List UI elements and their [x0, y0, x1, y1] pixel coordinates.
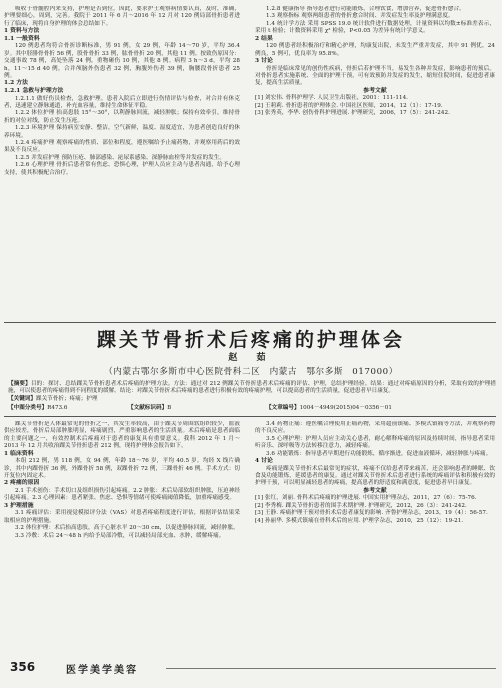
page-number: 356 — [10, 660, 36, 674]
clc-label: 【中图分类号】 — [8, 405, 48, 411]
reference-item: [2] 王莉莉. 骨折患者的护理体会. 中国社区医师，2014，12（1）：17-19. — [255, 102, 443, 109]
body-paragraph: 本组 212 例，男 118 例，女 94 例，年龄 18～76 岁，平均 40.5 岁。均经 X 线片确诊，其中内踝骨折 36 例，外踝骨折 58 例，双踝骨折 72 例，三踝骨折 46 例。手术方式：切开复位内固定术。 — [4, 458, 240, 480]
section-heading: 3 护理措施 — [4, 502, 34, 509]
body-paragraph: 1.2.2 体位护理 抬高患肢 15°～30°，以利静脉回流，减轻肿胀；保持有效牵引，维持骨折的对位对线，防止发生压疮。 — [4, 110, 240, 124]
body-paragraph: 疼痛是踝关节骨折术后最常见的症状，疼痛不仅给患者带来痛苦，还会影响患者的睡眠、饮食及功能锻炼，延缓患者的康复。通过对踝关节骨折术后患者进行系统的疼痛评估和积极有效的护理干预，可以明显减轻患者的疼痛，提高患者的舒适度和满意度，促进患者早日康复。 — [255, 465, 495, 487]
article-authors: 赵 茹 — [228, 353, 274, 363]
section-heading: 1 资料与方法 — [4, 28, 40, 35]
previous-article-right-column — [255, 6, 495, 118]
body-paragraph: 120 例患者经积极治疗和精心护理，均康复出院，未发生严重并发症，其中 91 例优，24 例良，5 例可，优良率为 95.8%。 — [255, 43, 495, 57]
section-heading: 参考文献 — [363, 87, 387, 94]
reference-item: [1] 刘宏伟. 骨科护理学. 人民卫生出版社，2001：111-114. — [255, 95, 409, 102]
section-heading: 参考文献 — [363, 487, 387, 494]
section-heading: 1.2.1 急救与护理方法 — [4, 88, 64, 95]
section-heading: 1.2 方法 — [4, 80, 28, 87]
body-paragraph: 1.4 统计学方法 采用 SPSS 19.0 统计软件进行数据处理，计量资料以均数±标准差表示，采用 t 检验；计数资料采用 χ² 检验，P<0.05 为差异有统计学意义。 — [255, 20, 495, 35]
body-paragraph: 1.2.5 并发症护理 预防压疮、肺部感染、泌尿系感染、深静脉血栓等并发症的发生。 — [15, 154, 226, 161]
reference-item: [1] 张红，刘丽. 骨科术后疼痛的护理进展. 中国实用护理杂志，2011，27（6）：75-76. — [255, 495, 477, 502]
article-header — [0, 328, 502, 378]
body-paragraph: 骨折是临床常见的创伤性疾病，骨折后若护理不当，易发生各种并发症，影响患者的预后。对骨折患者实施系统、全面的护理干预，可有效预防并发症的发生，缩短住院时间，促进患者康复，提高生活质量。 — [255, 65, 495, 87]
previous-article-left-column — [4, 6, 240, 177]
abstract — [8, 381, 496, 403]
body-paragraph: 2.1 手术创伤：手术切口及组织损伤引起疼痛。2.2 肿胀：术后局部软组织肿胀，压迫神经引起疼痛。2.3 心理因素：患者紧张、焦虑、恐惧等情绪可使疼痛阈值降低，加重疼痛感受。 — [4, 488, 240, 502]
body-paragraph: 3.1 疼痛评估：采用视觉模拟评分法（VAS）对患者疼痛程度进行评估，根据评估结果采取相应的护理措施。 — [4, 510, 240, 524]
body-paragraph: 3.2 体位护理：术后抬高患肢，高于心脏水平 20～30 cm，以促进静脉回流，减轻肿胀。 — [15, 525, 239, 532]
article-affiliation: （内蒙古鄂尔多斯市中心医院骨科二区 内蒙古 鄂尔多斯 017000） — [104, 367, 398, 377]
doc-code-label: 【文献标识码】 — [128, 405, 168, 411]
body-paragraph: 1.2.1.1 做好伤员检查，急救护理。患者入院后立即进行伤情评估与检查，对合并有休克者，迅速建立静脉通道，补充血容量，维持生命体征平稳。 — [4, 95, 240, 110]
section-heading: 1 临床资料 — [4, 450, 34, 457]
page-footer — [8, 660, 496, 676]
body-paragraph: 吸收于骨髓腔内来支持，护理是否到位，因此，要求护士观察病情要认真，及时，准确，护理要细心，周到，完善。我院于 2011 年 6 月～2016 年 12 月对 120 例局部骨折患者进行了临床，现将自身护理的体会总结如下。 — [4, 6, 240, 27]
section-heading: 2 疼痛的原因 — [4, 480, 40, 487]
reference-item: [2] 李秀梅. 踝关节骨折患者的围手术期护理. 护理研究，2012，26（3）：241-242. — [255, 502, 467, 509]
journal-name: 医学美学美容 — [66, 665, 138, 676]
section-heading: 1.1 一般资料 — [4, 35, 40, 42]
reference-item: [3] 王静. 疼痛护理干预对骨折术后患者康复的影响. 齐鲁护理杂志，2013，19（4）：56-57. — [255, 510, 488, 517]
article-id-field — [266, 405, 392, 412]
reference-item: [4] 孙丽华. 多模式镇痛在骨科术后的应用. 护理学杂志，2010，25（12）：19-21. — [255, 517, 464, 524]
article-meta-row — [8, 405, 496, 413]
section-heading: 2 结果 — [255, 35, 273, 42]
body-paragraph: 1.2.4 疼痛护理 观察疼痛的性质、部位和程度，遵医嘱给予止痛药物，并观察用药后的效果及不良反应。 — [4, 140, 240, 154]
article-title: 踝关节骨折术后疼痛的护理体会 — [96, 329, 405, 351]
clc-field — [8, 405, 67, 412]
abstract-label: 【摘要】 — [8, 381, 31, 387]
footer-rule — [166, 668, 496, 669]
body-paragraph: 3.4 药物止痛：遵医嘱合理使用止痛药物，采用超前镇痛、多模式镇痛等方法，并观察药物的不良反应。 — [255, 421, 495, 435]
doc-code-field — [128, 405, 171, 412]
body-paragraph: 1.2.3 环境护理 保持病室安静、整洁，空气新鲜，温度、湿度适宜，为患者创造良好的休养环境。 — [4, 125, 240, 139]
body-paragraph: 3.5 心理护理：护理人员应主动关心患者，耐心解释疼痛的原因及持续时间，指导患者采用听音乐、深呼吸等方法转移注意力，减轻疼痛。 — [255, 435, 495, 450]
section-heading: 3 讨论 — [255, 58, 273, 65]
clc-value: R473.6 — [47, 405, 68, 411]
article-divider-top — [4, 322, 496, 323]
article-id-label: 【文章编号】 — [266, 405, 300, 411]
body-paragraph: 1.2.6 心理护理 骨折后患者常有焦虑、恐惧心理，护理人员应主动与患者沟通，给予心理支持，使其积极配合治疗。 — [4, 162, 240, 176]
body-paragraph: 3.6 功能锻炼：指导患者早期进行功能锻炼，循序渐进，促进血液循环，减轻肿胀与疼痛。 — [266, 450, 492, 457]
body-paragraph: 120 例患者均符合骨折诊断标准，男 91 例，女 29 例，年龄 14～70 岁，平均 36.4 岁。其中胫腓骨骨折 56 例，股骨骨折 33 例，肱骨骨折 20 例，其他 11 例。按致伤原因分：交通事故 78 例，高处坠落 24 例，重物砸伤 10 例，其他 8 例。病程 3 h～3 d，平均 28 h，11～15 d 40 例，合并颅脑外伤患者 32 例，胸腹外伤者 39 例，胸腰段骨折患者 25 例。 — [4, 43, 240, 80]
abstract-text: 目的：探讨、总结踝关节骨折患者术后疼痛的护理方法。方法：通过对 212 例踝关节骨折患者术后疼痛的评估、护理，总结护理经验。结果：通过对疼痛原因的分析，采取有效的护理措施，可以使患者的疼痛得到不同程度的缓解。结论：对踝关节骨折术后疼痛的患者进行积极有效的疼痛护理，可以提高患者的生活质量，促进患者早日康复。 — [8, 381, 496, 395]
section-heading: 4 讨论 — [255, 458, 273, 465]
article-divider-bottom — [4, 416, 496, 417]
body-paragraph: 1.3 观察指标 观察两组患者的骨折愈合时间、并发症发生率及护理满意度。 — [266, 13, 454, 20]
article-body-right-column — [255, 421, 495, 525]
article-id-value: 1004－4949(2015)04－0356－01 — [299, 405, 392, 411]
body-paragraph: 踝关节骨折是人体最常见的骨折之一，其发生率较高，由于踝关节周围软组织较少，血液供应较差，骨折后局部肿胀明显，疼痛剧烈，严重影响患者的生活质量。术后疼痛是患者面临的主要问题之一，有效控制术后疼痛对于患者的康复具有重要意义。我科 2012 年 1 月～2013 年 12 月共收治踝关节骨折患者 212 例，现将护理体会报告如下。 — [4, 421, 240, 450]
keywords-text: 踝关节骨折；疼痛；护理 — [35, 395, 98, 402]
reference-item: [3] 张秀英，李华. 创伤骨科护理进展. 护理研究，2006，17（5）：241-242. — [255, 110, 450, 117]
article-body-left-column — [4, 421, 240, 540]
keywords-label: 【关键词】 — [8, 395, 36, 402]
body-paragraph: 1.2.8 健康指导 指导患者进行功能锻炼，合理饮食，增加营养，促进骨折愈合。 — [266, 6, 465, 12]
doc-code-value: B — [167, 405, 172, 411]
body-paragraph: 3.3 冷敷：术后 24～48 h 内给予局部冷敷，可以减轻局部充血、水肿，缓解疼痛。 — [15, 532, 225, 539]
